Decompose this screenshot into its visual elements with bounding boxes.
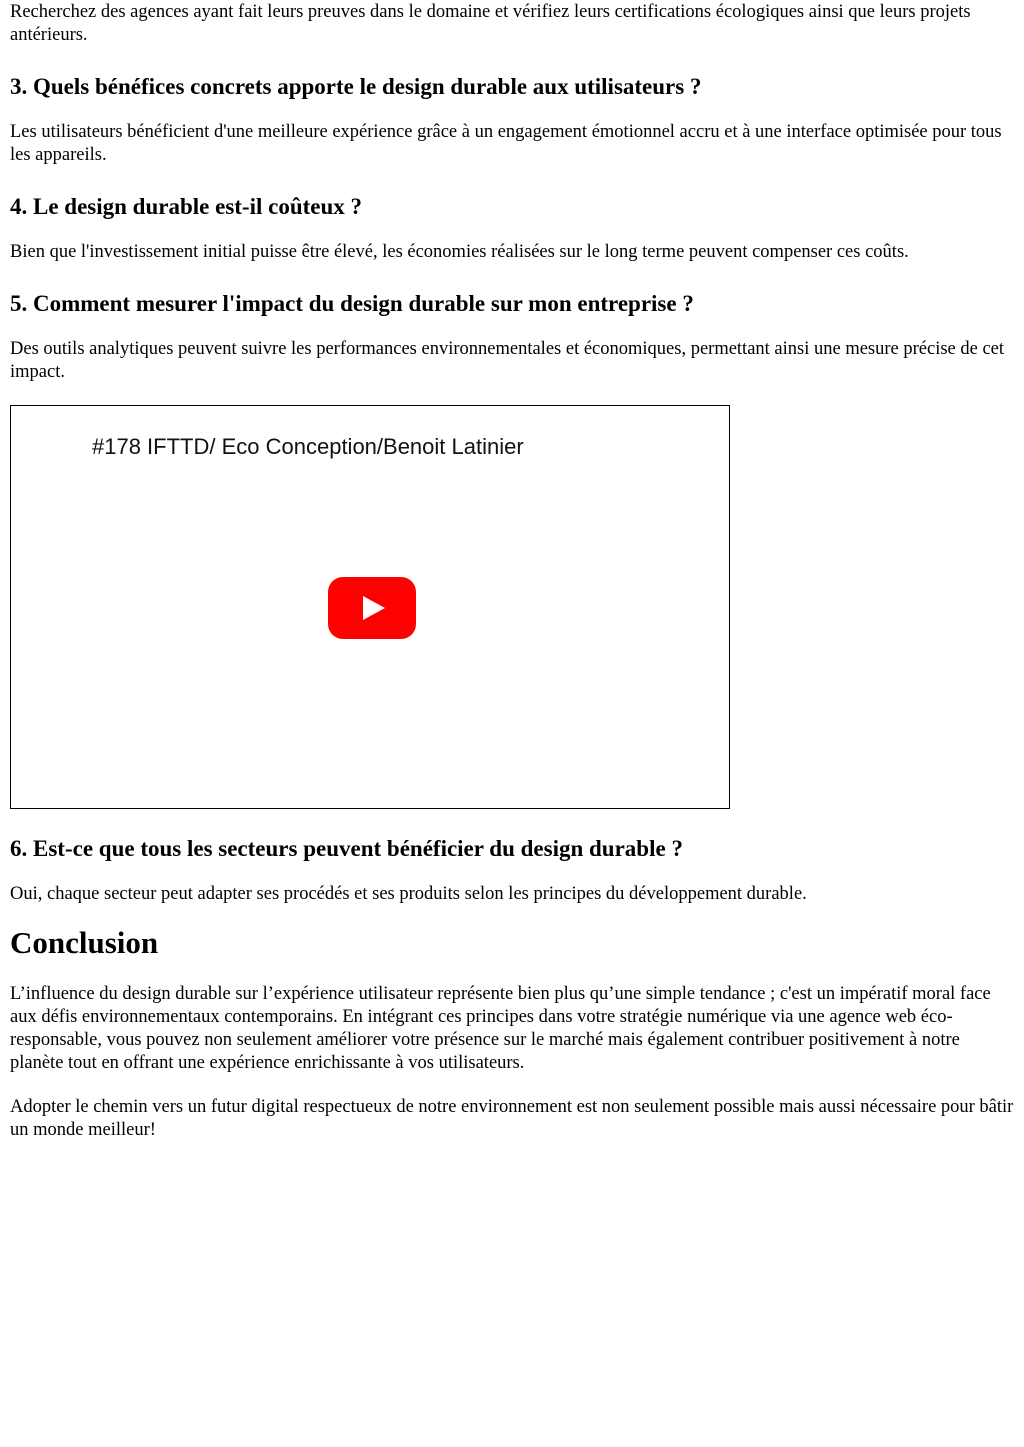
- faq-answer-3: Les utilisateurs bénéficient d'une meilleure expérience grâce à un engagement émotionnel accru et à une interface optimisée pour tous les appareils.: [10, 122, 1002, 165]
- conclusion-paragraph-1: L’influence du design durable sur l’expérience utilisateur représente bien plus qu’une simple tendance ; c'est un impératif moral face aux défis environnementaux contemporains. En intégrant ces principes dans votre stratégie numérique via une agence web éco-responsable, vous pouvez non seulement améliorer votre présence sur le marché mais également contribuer positivement à notre planète tout en offrant une expérience enrichissante à vos utilisateurs.: [10, 984, 991, 1073]
- play-icon[interactable]: [328, 577, 416, 639]
- video-embed[interactable]: [10, 405, 730, 809]
- faq-answer-5: Des outils analytiques peuvent suivre les performances environnementales et économiques, permettant ainsi une mesure précise de cet impact.: [10, 339, 1005, 382]
- faq-question-5: 5. Comment mesurer l'impact du design durable sur mon entreprise ?: [10, 291, 694, 316]
- faq-question-6: 6. Est-ce que tous les secteurs peuvent bénéficier du design durable ?: [10, 836, 683, 861]
- conclusion-heading: Conclusion: [10, 925, 159, 960]
- faq-question-4: 4. Le design durable est-il coûteux ?: [10, 194, 363, 219]
- faq-answer-4: Bien que l'investissement initial puisse être élevé, les économies réalisées sur le long terme peuvent compenser ces coûts.: [10, 242, 909, 262]
- conclusion-paragraph-2: Adopter le chemin vers un futur digital respectueux de notre environnement est non seulement possible mais aussi nécessaire pour bâtir un monde meilleur!: [10, 1097, 1014, 1140]
- faq-question-3: 3. Quels bénéfices concrets apporte le design durable aux utilisateurs ?: [10, 74, 702, 99]
- intro-paragraph: Recherchez des agences ayant fait leurs preuves dans le domaine et vérifiez leurs certifications écologiques ainsi que leurs projets antérieurs.: [10, 2, 971, 45]
- video-title[interactable]: #178 IFTTD/ Eco Conception/Benoit Latinier: [92, 434, 524, 459]
- article: [0, 1, 1024, 1142]
- faq-answer-6: Oui, chaque secteur peut adapter ses procédés et ses produits selon les principes du développement durable.: [10, 884, 807, 904]
